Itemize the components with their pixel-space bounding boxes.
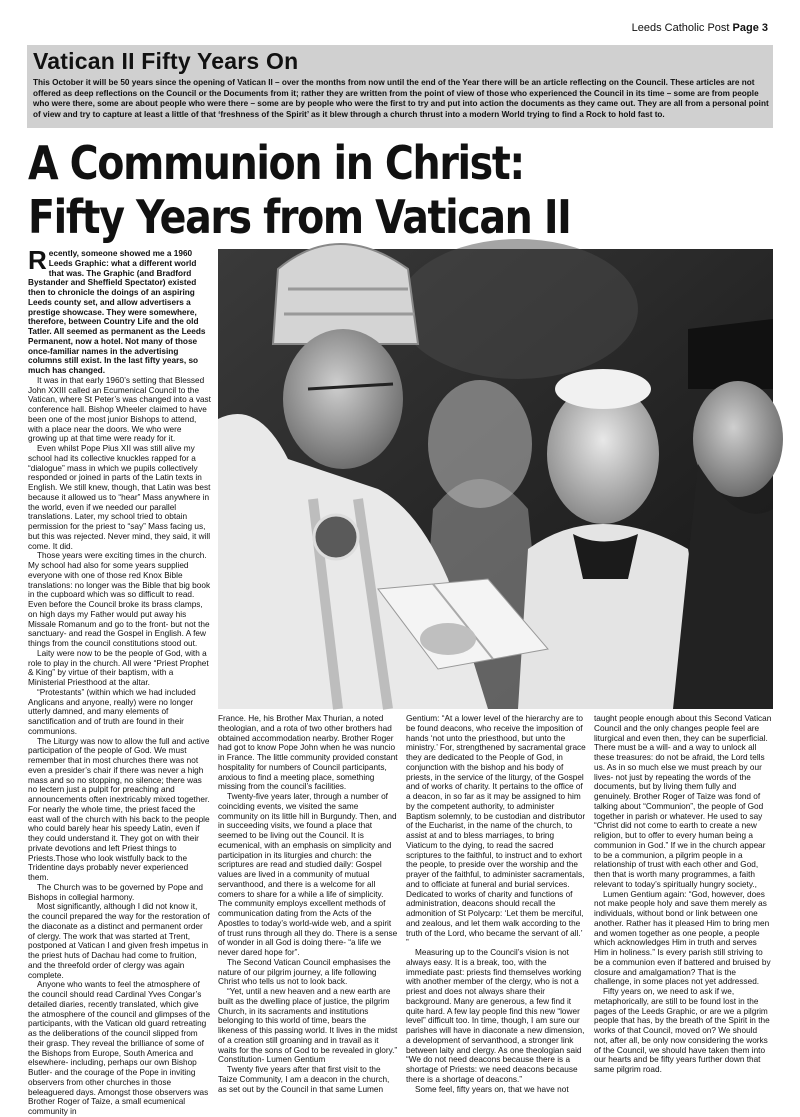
photo-illustration — [218, 249, 773, 709]
series-banner — [27, 45, 773, 128]
publication-name: Leeds Catholic Post — [631, 22, 730, 34]
article-headline — [28, 136, 669, 244]
paragraph: It was in that early 1960’s setting that Blessed John XXIII called an Ecumenical Council to the Vatican, where St Peter’s was changed into a vast conference hall. Bishop Wheeler claimed to have been one of the most junior Bishops to attend, with a place near the doors. We who were growing up at that time were ready for it. — [28, 375, 211, 444]
paragraph: Measuring up to the Council’s vision is not always easy. It is a break, too, with the immediate past: priests find themselves working with another member of the clergy, who is not a priest and does not always share their background. Many are generous, a few find it quite hard. A few lay people find this new “lower level” difficult too. In time, though, I am sure our parishes will have in diaconate a new dimension, a development of servanthood, a stronger link between laity and clergy. As one theologian said “We do not need deacons because there is a shortage of Priests: we need deacons because there is a shortage of deacons.” — [406, 948, 585, 1084]
paragraph: Twenty five years after that first visit to the Taize Community, I am a deacon in the church, as set out by the Council in that same Lumen — [218, 1065, 390, 1094]
paragraph: France. He, his Brother Max Thurian, a noted theologian, and a rota of two other brothers had obtained accommodation nearby. Brother Roger had got to know Pope John when he was nuncio in France. The little community provided constant hospitality for numbers of Council participants, anxious to find a meeting place, something missing from the council’s facilities. — [218, 714, 398, 792]
paragraph: Even whilst Pope Pius XII was still alive my school had its collective knuckles rapped for a “dialogue” mass in which we pupils collectively responded or joined in parts of the Latin texts in English. We still knew, though, that Latin was best because it allowed us to “hear” Mass anywhere in the world, even if we needed our parallel translations. Later, my school tried to obtain permission for the priest to “say” Mass facing us, but this was rejected. Never mind, they said, it will come. It did. — [28, 444, 211, 551]
paragraph: The Church was to be governed by Pope and Bishops in collegial harmony. — [28, 882, 204, 902]
text-column-2 — [218, 714, 398, 1099]
paragraph: Lumen Gentium again: “God, however, does not make people holy and save them merely as individuals, without bond or link between one another. Rather has it pleased Him to bring men and women together as one people, a people which acknowledges Him in truth and serves Him in holiness.” Is every parish still striving to be a communion even if battered and bruised by closure and amalgamation? That is the challenge, in some places not yet addressed. — [594, 889, 771, 987]
paragraph: The Second Vatican Council emphasises the nature of our pilgrim journey, a life following Christ who tells us not to look back. — [218, 957, 391, 987]
paragraph: Twenty-five years later, through a number of coinciding events, we visited the same community on its little hill in Burgundy. Then, and in succeeding visits, we found a place that seemed to be living out the Council. It is ecumenical, with an emphasis on simplicity and participation in its liturgies and church: the scriptures are read and studied daily: Gospel values are lived in a community of mutual servanthood, and there is a welcome for all comers to share for a while a life of simplicity. The community employs excellent methods of communication dating from the Acts of the Apostles to today’s world-wide web, and a spirit of trust runs through all they do. There is a sense of wonder in all God is doing there- “a life we never dared hope for”. — [218, 792, 398, 957]
text-column-1 — [28, 245, 211, 1116]
paragraph: Gentium: “At a lower level of the hierarchy are to be found deacons, who receive the imposition of hands ‘not unto the priesthood, but unto the ministry.’ For, strengthened by sacramental grace they are dedicated to the People of God, in conjunction with the bishop and his body of priests, in the service of the liturgy, of the Gospel and of works of charity. It pertains to the office of a deacon, in so far as it may be assigned to him by the competent authority, to administer Baptism solemnly, to be custodian and distributor of the Eucharist, in the name of the church, to assist at and to bless marriages, to bring Viaticum to the dying, to read the sacred scriptures to the faithful, to instruct and to exhort the people, to preside over the worship and the prayer of the faithful, to administer sacramentals, and to officiate at funeral and burial services. Dedicated to works of charity and functions of administration, deacons should recall the admonition of St Polycarp: ‘Let them be merciful, and zealous, and let them walk according to the truth of the Lord, who became the servant of all.’ ” — [406, 714, 586, 948]
paragraph: Most significantly, although I did not know it, the council prepared the way for the restoration of the diaconate as a distinct and permanent order of clergy. The work that was started at Trent, postponed at Vatican I and given fresh impetus in the priest huts of Dachau had come to fruition, and the threefold order of clergy was again complete. — [28, 902, 210, 980]
paragraph: “Yet, until a new heaven and a new earth are built as the dwelling place of justice, the pilgrim Church, in its sacraments and institutions belonging to this world of time, bears the likeness of this passing world. It lives in the midst of a creation still groaning and in travail as it waits for the sons of God to be revealed in glory.” Constitution- Lumen Gentium — [218, 987, 398, 1065]
paragraph: Anyone who wants to feel the atmosphere of the council should read Cardinal Yves Congar’s detailed diaries, recently translated, which give the atmosphere of the council and glimpses of the participants, with the Vatican old guard retreating as the deliberations of the council slipped from their grasp. They reveal the brilliance of some of the Bishops from Europe, South America and elsewhere- including, perhaps our own Bishop Butler- and the courage of the Pope in inviting observers from other churches in those beleaguered days. Amongst those observers was Brother Roger of Taize, a small ecumenical community in — [28, 980, 211, 1116]
paragraph: “Protestants” (within which we had included Anglicans and anyone, really) were no longer utterly damned, and many elements of sanctification and of truth are found in their communions. — [28, 687, 196, 736]
article-photo — [218, 249, 773, 709]
paragraph: The Liturgy was now to allow the full and active participation of the people of God. We must remember that in most churches there was not even a presider’s chair if there was never a high mass and so no stopping, no silence; there was no lectern just a pulpit for preaching and announcements often inextricably mixed together. For nearly the whole time, the priest faced the east wall of the church with his back to the people who could barely hear his speedy Latin, even if they could understand it. They got on with their private devotions and left Priest things to Priests.Those who look wistfully back to the Tridentine days probably never experienced them. — [28, 736, 210, 882]
headline-line-1: A Communion in Christ: — [28, 136, 524, 190]
drop-cap: R — [28, 245, 47, 275]
text-column-3 — [406, 714, 586, 1099]
paragraph: Laity were now to be the people of God, with a role to play in the church. All were “Priest Prophet & King” by virtue of their baptism, with a Ministerial Priesthood at the altar. — [28, 648, 209, 687]
series-intro: This October it will be 50 years since the opening of Vatican II – over the months from now until the end of the Year there will be an article reflecting on the Council. These articles are not offered as deep reflections on the Council or the Documents from it; rather they are written from the point of view of those who experienced the Council in its time – some are from people who were there, some are about people who were there – some are by people who were the first to try and put into action the documents as they came out. They are all from a personal point of view and try to capture at least a little of that ‘freshness of the Spirit’ as it blew through a church thrust into a modern World trying to find a Rock to hold fast to. — [33, 78, 769, 119]
paragraph: Some feel, fifty years on, that we have not — [415, 1084, 569, 1094]
paragraph: Those years were exciting times in the church. My school had also for some years supplied everyone with one of those red Knox Bible translations: no longer was the Bible that big book in the cupboard which was so difficult to read. Even before the Council broke its brass clamps, on high days my Father would put away his Missale Romanum and go to the front- but not the sanctuary- and read the Gospel in English. A few things from the council constitutions stood out. — [28, 551, 211, 648]
headline-line-2: Fifty Years from Vatican II — [28, 190, 571, 244]
series-title: Vatican II Fifty Years On — [33, 48, 299, 74]
text-column-4 — [594, 714, 773, 1099]
lead-text: ecently, someone showed me a 1960 Leeds Graphic: what a different world that was. The Graphic (and Bradford Bystander and Sheffield Spectator) existed then to chronicle the doings of an aspiring Leeds county set, and allow advertisers a prestige showcase. They were somewhere, therefore, between Country Life and the old Tatler. All seemed as permanent as the Leeds Permanent, now a hotel. Not many of those once-familiar names in the advertising columns still exist. In the last fifty years, so much has changed. — [28, 249, 206, 375]
page-number: Page 3 — [732, 22, 768, 34]
lead-paragraph — [28, 245, 211, 376]
masthead — [632, 22, 768, 34]
paragraph: Fifty years on, we need to ask if we, metaphorically, are still to be found lost in the pages of the Leeds Graphic, or are we a pilgrim people that has, by the breath of the Spirit in the works of that Council, moved on? We should not, after all, be only now considering the works of the Council, we should have taken them into our hearts and be fifty years further down that same pilgrim road. — [594, 987, 770, 1074]
paragraph: taught people enough about this Second Vatican Council and the only changes people feel are liturgical and even then, they can be superficial. There must be a will- and a way to unlock all these treasures: do not be afraid, the Lord tells us. As in so much else we must preach by our lives- not just by repeating the words of the documents, but by living them fully and genuinely. Brother Roger of Taize was fond of talking about “Communion”, the people of God together in parish or whatever. He used to say “Christ did not come to earth to create a new religion, but to offer to every human being a communion in God.” If we in the church appear to be a communion, a pilgrim people in a relationship of trust with each other and God, then that is worth many programmes, a faith relevant to today’s spiritually hungry society., — [594, 714, 772, 889]
